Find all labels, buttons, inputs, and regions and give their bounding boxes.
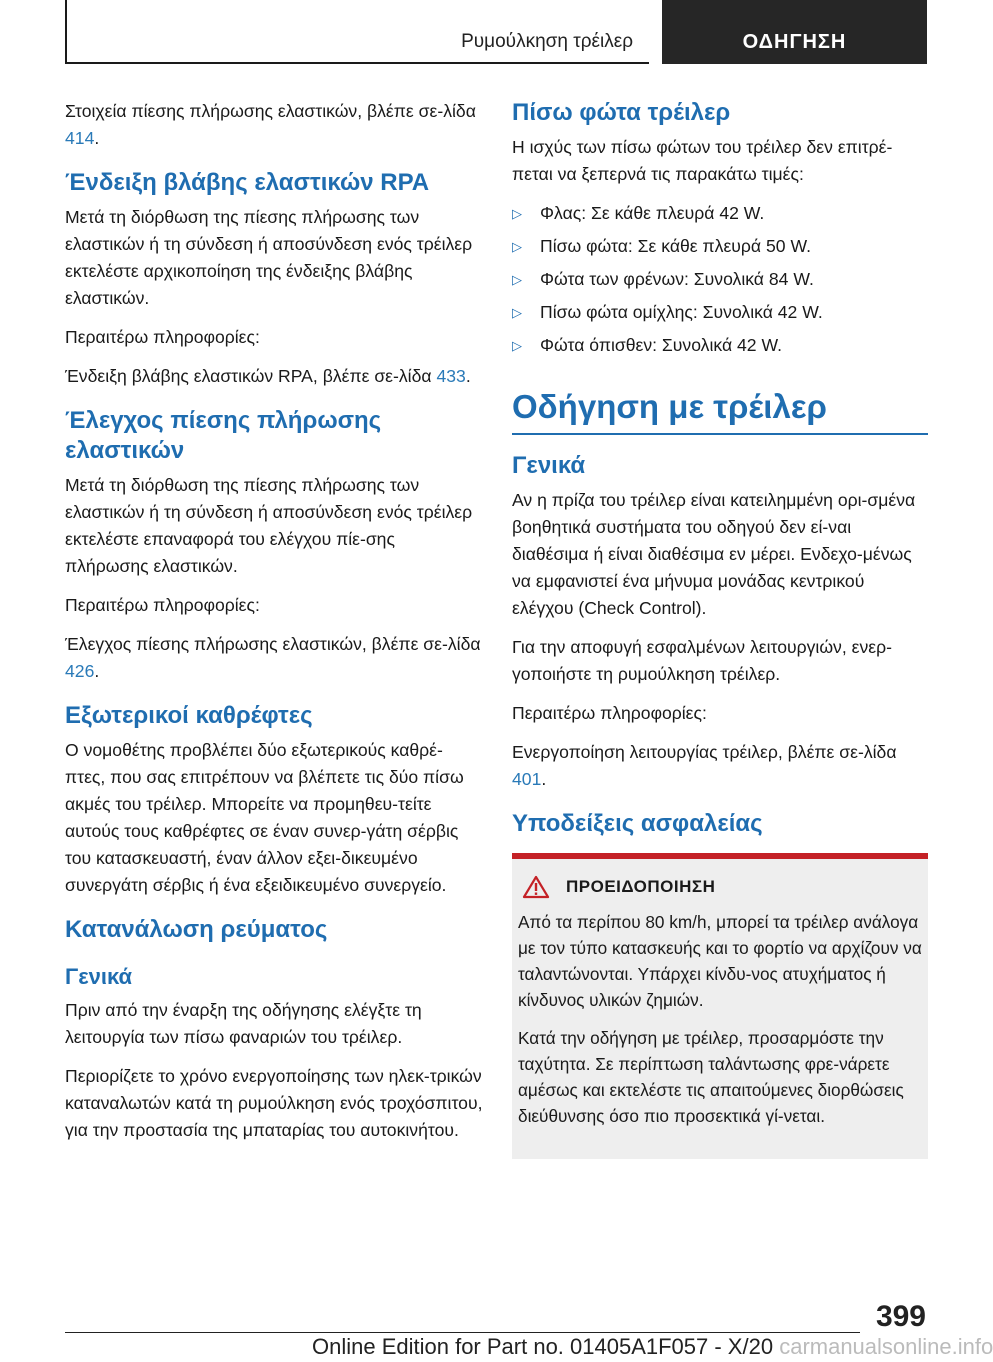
safety-heading: Υποδείξεις ασφαλείας (512, 810, 763, 837)
rpa-ref-end: . (465, 366, 471, 386)
power-subheading: Γενικά (65, 964, 133, 989)
driving-more: Περαιτέρω πληροφορίες: (512, 703, 707, 723)
warning-title: ΠΡΟΕΙΔΟΠΟΙΗΣΗ (566, 877, 716, 896)
page-link-401[interactable]: 401 (512, 769, 542, 789)
triangle-bullet-icon: ▷ (512, 272, 522, 287)
breadcrumb: Ρυμούλκηση τρέιλερ (65, 0, 649, 64)
tpc-ref-text: Έλεγχος πίεσης πλήρωσης ελαστικών, βλέπε σε-λίδα (65, 634, 481, 654)
warning-triangle-icon (522, 875, 550, 899)
rpa-ref (65, 363, 483, 390)
list-item (512, 200, 928, 227)
tpc-heading: Έλεγχος πίεσης πλήρωσης ελαστικών (65, 407, 382, 464)
list-item (512, 266, 928, 293)
list-item (512, 299, 928, 326)
list-item-text: Πίσω φώτα: Σε κάθε πλευρά 50 W. (540, 236, 811, 256)
watermark-text: carmanualsonline.info (779, 1334, 993, 1359)
power-p2: Περιορίζετε το χρόνο ενεργοποίησης των ηλεκ-τρικών καταναλωτών κατά τη ρυμούλκηση ενός τροχόσπιτου, για την προστασία της μπαταρίας του αυτοκινήτου. (65, 1066, 483, 1140)
list-item (512, 332, 928, 359)
lights-list (512, 200, 928, 359)
section-tab: ΟΔΗΓΗΣΗ (662, 0, 927, 64)
mirrors-heading: Εξωτερικοί καθρέφτες (65, 702, 313, 729)
driving-ref-end: . (541, 769, 547, 789)
footer-edition (312, 1331, 993, 1362)
rpa-body: Μετά τη διόρθωση της πίεσης πλήρωσης των ελαστικών ή τη σύνδεση ή αποσύνδεση ενός τρέιλερ εκτελέστε αρχικοποίηση της ένδειξης βλάβης ελαστικών. (65, 207, 473, 308)
warning-p1: Από τα περίπου 80 km/h, μπορεί τα τρέιλερ ανάλογα με τον τύπο κατασκευής και το φορτίο να αρχίζουν να ταλαντώνονται. Υπάρχει κίνδυ-νος ατυχήματος ή κίνδυνος υλικών ζημιών. (518, 912, 922, 1010)
page-link-426[interactable]: 426 (65, 661, 95, 681)
lights-body: Η ισχύς των πίσω φώτων του τρέιλερ δεν επιτρέ-πεται να ξεπερνά τις παρακάτω τιμές: (512, 137, 893, 184)
page-link-414[interactable]: 414 (65, 128, 95, 148)
right-column (512, 98, 928, 1159)
mirrors-body: Ο νομοθέτης προβλέπει δύο εξωτερικούς καθρέ-πτες, που σας επιτρέπουν να βλέπετε τις δύο πίσω ακμές του τρέιλερ. Μπορείτε να προμηθευ-τείτε αυτούς τους καθρέφτες σε έναν συνερ-γάτη σέρβις του κατασκευαστή, έναν άλλον εξει-δικευμένο συνεργάτη σέρβις ή ένα εξειδικευμένο συνεργείο. (65, 740, 464, 895)
list-item-text: Φώτα των φρένων: Συνολικά 84 W. (540, 269, 814, 289)
triangle-bullet-icon: ▷ (512, 305, 522, 320)
triangle-bullet-icon: ▷ (512, 206, 522, 221)
page-link-433[interactable]: 433 (436, 366, 466, 386)
tpc-ref (65, 631, 483, 685)
list-item-text: Φλας: Σε κάθε πλευρά 42 W. (540, 203, 765, 223)
page-number: 399 (875, 1300, 926, 1333)
rpa-heading: Ένδειξη βλάβης ελαστικών RPA (65, 169, 430, 196)
driving-body: Αν η πρίζα του τρέιλερ είναι κατειλημμένη ορι-σμένα βοηθητικά συστήματα του οδηγού δεν εί-ναι διαθέσιμα ή είναι διαθέσιμα εν μέρει. Ενδεχο-μένως να εμφανιστεί ένα μήνυμα μονάδας κεντρικού ελέγχου (Check Control). (512, 490, 916, 618)
warning-p2: Κατά την οδήγηση με τρέιλερ, προσαρμόστε την ταχύτητα. Σε περίπτωση ταλάντωσης φρε-νάρετε αμέσως και εκτελέστε τις απαιτούμενες διορθώσεις διεύθυνσης όσο πιο προσεκτικά γί-νεται. (518, 1028, 904, 1126)
intro-paragraph (65, 98, 483, 152)
intro-end: . (94, 128, 100, 148)
triangle-bullet-icon: ▷ (512, 338, 522, 353)
list-item-text: Φώτα όπισθεν: Συνολικά 42 W. (540, 335, 782, 355)
rpa-more: Περαιτέρω πληροφορίες: (65, 327, 260, 347)
driving-subheading: Γενικά (512, 452, 586, 479)
triangle-bullet-icon: ▷ (512, 239, 522, 254)
page-header (65, 0, 927, 64)
edition-text: Online Edition for Part no. 01405A1F057 - X/20 (312, 1334, 774, 1359)
tpc-more: Περαιτέρω πληροφορίες: (65, 595, 260, 615)
list-item (512, 233, 928, 260)
left-column (65, 98, 483, 1156)
intro-text: Στοιχεία πίεσης πλήρωσης ελαστικών, βλέπε σε-λίδα (65, 101, 476, 121)
list-item-text: Πίσω φώτα ομίχλης: Συνολικά 42 W. (540, 302, 823, 322)
driving-body2: Για την αποφυγή εσφαλμένων λειτουργιών, ενερ-γοποιήστε τη ρυμούλκηση τρέιλερ. (512, 637, 892, 684)
power-heading: Κατανάλωση ρεύματος (65, 916, 328, 943)
lights-heading: Πίσω φώτα τρέιλερ (512, 99, 731, 126)
tpc-ref-end: . (94, 661, 100, 681)
rpa-ref-text: Ένδειξη βλάβης ελαστικών RPA, βλέπε σε-λίδα (65, 366, 437, 386)
power-p1: Πριν από την έναρξη της οδήγησης ελέγξτε τη λειτουργία των πίσω φαναριών του τρέιλερ. (65, 1000, 422, 1047)
warning-box (512, 853, 928, 1159)
tpc-body: Μετά τη διόρθωση της πίεσης πλήρωσης των ελαστικών ή τη σύνδεση ή αποσύνδεση ενός τρέιλερ εκτελέστε επαναφορά του ελέγχου πίε-σης πλήρωσης ελαστικών. (65, 475, 473, 576)
driving-ref (512, 739, 928, 793)
warning-header (522, 875, 922, 899)
driving-ref-text: Ενεργοποίηση λειτουργίας τρέιλερ, βλέπε σε-λίδα (512, 742, 897, 762)
driving-heading: Οδήγηση με τρέιλερ (512, 385, 928, 435)
